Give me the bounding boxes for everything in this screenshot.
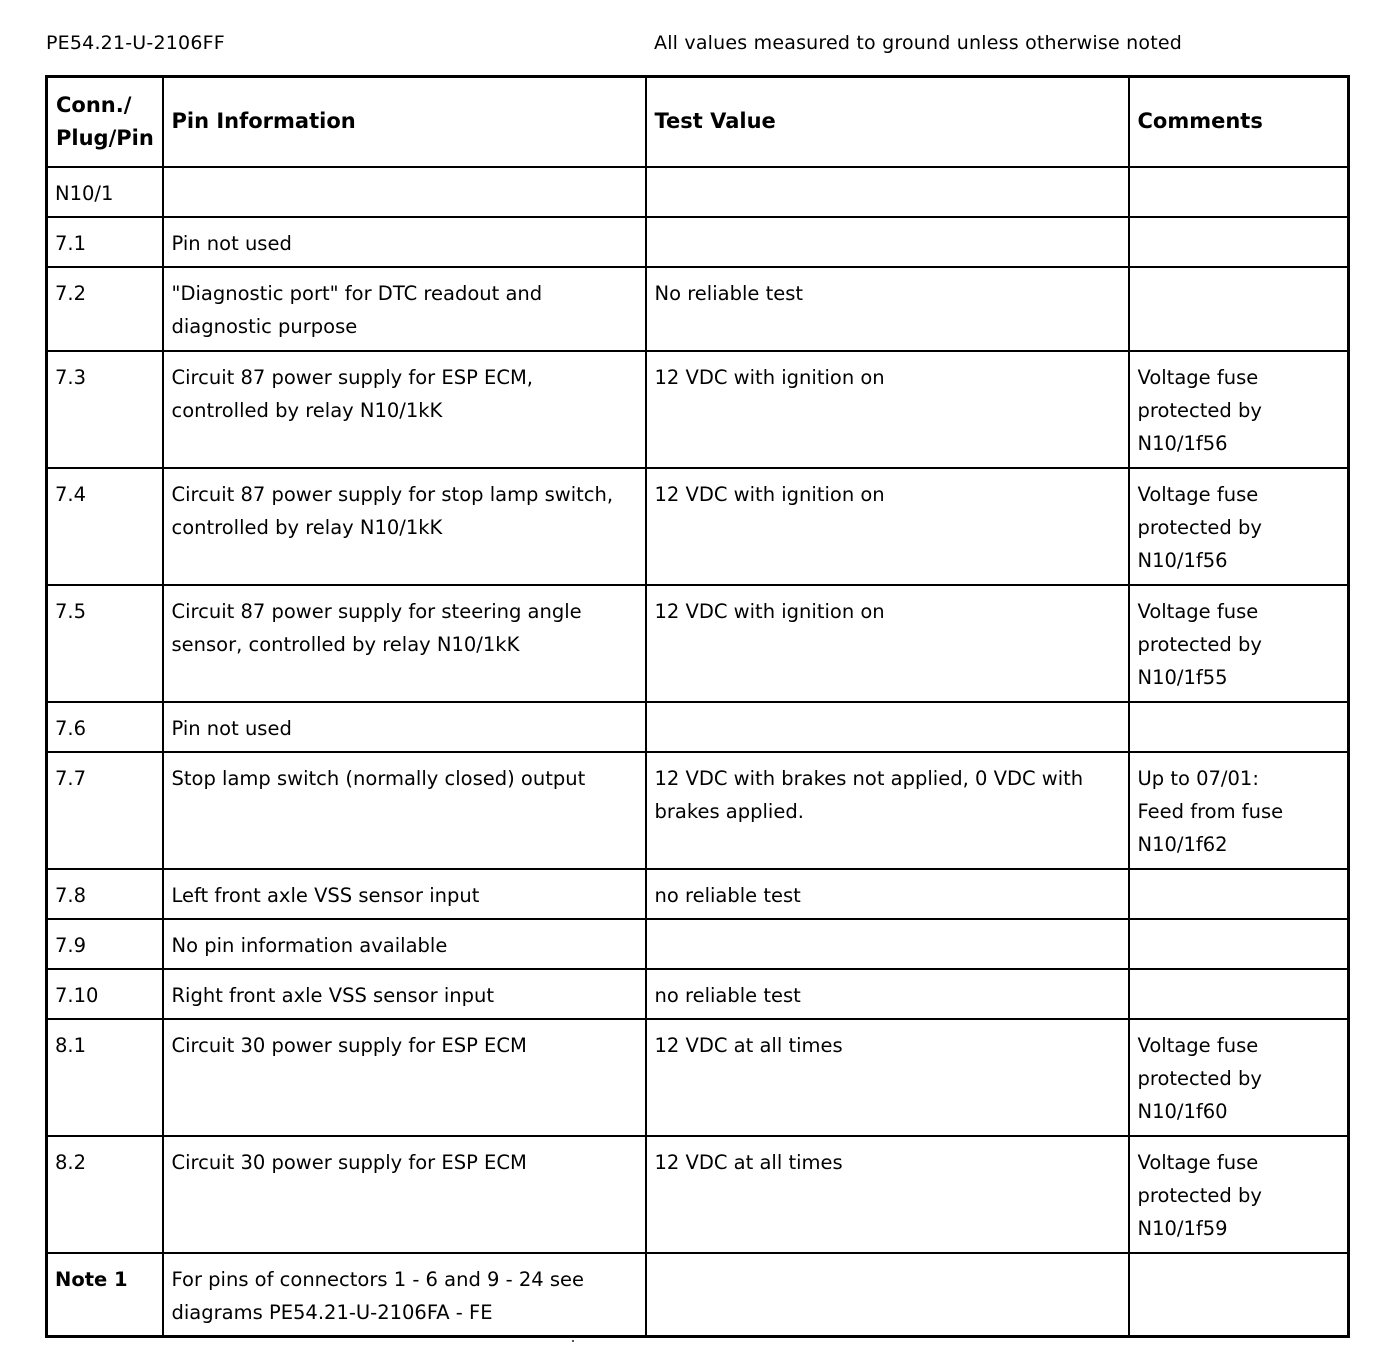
test-value-cell: No reliable test xyxy=(646,267,1129,351)
comments-cell: Voltage fuse protected by N10/1f56 xyxy=(1129,351,1349,468)
pin-cell: N10/1 xyxy=(47,167,163,217)
table-row xyxy=(47,167,1349,217)
column-header-comments: Comments xyxy=(1129,77,1349,167)
pin-cell: 7.10 xyxy=(47,969,163,1019)
pin-info-cell: "Diagnostic port" for DTC readout and diagnostic purpose xyxy=(163,267,646,351)
test-value-cell: 12 VDC with ignition on xyxy=(646,351,1129,468)
comments-cell xyxy=(1129,217,1349,267)
comments-cell xyxy=(1129,919,1349,969)
test-value-cell: no reliable test xyxy=(646,869,1129,919)
test-value-cell xyxy=(646,702,1129,752)
pin-info-cell xyxy=(163,167,646,217)
table-row xyxy=(47,869,1349,919)
pin-info-cell: Right front axle VSS sensor input xyxy=(163,969,646,1019)
table-row xyxy=(47,217,1349,267)
pin-cell: 7.4 xyxy=(47,468,163,585)
comments-cell xyxy=(1129,969,1349,1019)
comments-cell xyxy=(1129,167,1349,217)
table-row xyxy=(47,752,1349,869)
test-value-cell: 12 VDC at all times xyxy=(646,1019,1129,1136)
table-row xyxy=(47,702,1349,752)
pin-table xyxy=(45,75,1350,1338)
pin-info-cell: Circuit 30 power supply for ESP ECM xyxy=(163,1136,646,1253)
test-value-cell xyxy=(646,919,1129,969)
pin-info-cell: Circuit 87 power supply for ESP ECM, controlled by relay N10/1kK xyxy=(163,351,646,468)
pin-cell: 7.5 xyxy=(47,585,163,702)
pin-cell: 8.2 xyxy=(47,1136,163,1253)
pin-info-cell: Left front axle VSS sensor input xyxy=(163,869,646,919)
comments-cell: Voltage fuse protected by N10/1f60 xyxy=(1129,1019,1349,1136)
pin-info-cell: Pin not used xyxy=(163,702,646,752)
table-row xyxy=(47,1253,1349,1337)
pin-cell: 7.7 xyxy=(47,752,163,869)
pin-info-cell: Circuit 30 power supply for ESP ECM xyxy=(163,1019,646,1136)
pin-cell: 7.8 xyxy=(47,869,163,919)
test-value-cell xyxy=(646,217,1129,267)
test-value-cell: no reliable test xyxy=(646,969,1129,1019)
pin-info-cell: Stop lamp switch (normally closed) output xyxy=(163,752,646,869)
column-header-test-value: Test Value xyxy=(646,77,1129,167)
pin-info-cell: No pin information available xyxy=(163,919,646,969)
pin-cell: 8.1 xyxy=(47,1019,163,1136)
table-row xyxy=(47,1136,1349,1253)
comments-cell xyxy=(1129,1253,1349,1337)
measurement-note: All values measured to ground unless otherwise noted xyxy=(654,32,1182,54)
pin-cell: 7.9 xyxy=(47,919,163,969)
comments-cell: Voltage fuse protected by N10/1f56 xyxy=(1129,468,1349,585)
comments-cell xyxy=(1129,267,1349,351)
column-header-pin-info: Pin Information xyxy=(163,77,646,167)
table-row xyxy=(47,351,1349,468)
pin-info-cell: For pins of connectors 1 - 6 and 9 - 24 see diagrams PE54.21-U-2106FA - FE xyxy=(163,1253,646,1337)
comments-cell xyxy=(1129,702,1349,752)
table-row xyxy=(47,468,1349,585)
document-id: PE54.21-U-2106FF xyxy=(46,32,225,54)
test-value-cell: 12 VDC with brakes not applied, 0 VDC with brakes applied. xyxy=(646,752,1129,869)
test-value-cell: 12 VDC with ignition on xyxy=(646,585,1129,702)
test-value-cell: 12 VDC with ignition on xyxy=(646,468,1129,585)
table-row xyxy=(47,919,1349,969)
test-value-cell: 12 VDC at all times xyxy=(646,1136,1129,1253)
pin-info-cell: Circuit 87 power supply for steering angle sensor, controlled by relay N10/1kK xyxy=(163,585,646,702)
test-value-cell xyxy=(646,1253,1129,1337)
pin-cell: 7.3 xyxy=(47,351,163,468)
pin-cell: 7.1 xyxy=(47,217,163,267)
pin-info-cell: Pin not used xyxy=(163,217,646,267)
comments-cell: Up to 07/01: Feed from fuse N10/1f62 xyxy=(1129,752,1349,869)
pin-info-cell: Circuit 87 power supply for stop lamp switch, controlled by relay N10/1kK xyxy=(163,468,646,585)
table-row xyxy=(47,1019,1349,1136)
pin-cell: Note 1 xyxy=(47,1253,163,1337)
comments-cell: Voltage fuse protected by N10/1f59 xyxy=(1129,1136,1349,1253)
pin-cell: 7.2 xyxy=(47,267,163,351)
comments-cell: Voltage fuse protected by N10/1f55 xyxy=(1129,585,1349,702)
test-value-cell xyxy=(646,167,1129,217)
table-row xyxy=(47,585,1349,702)
table-row xyxy=(47,969,1349,1019)
column-header-pin: Conn./ Plug/Pin xyxy=(47,77,163,167)
table-header-row xyxy=(47,77,1349,167)
table-row xyxy=(47,267,1349,351)
pin-cell: 7.6 xyxy=(47,702,163,752)
scan-speck xyxy=(572,1340,574,1342)
comments-cell xyxy=(1129,869,1349,919)
